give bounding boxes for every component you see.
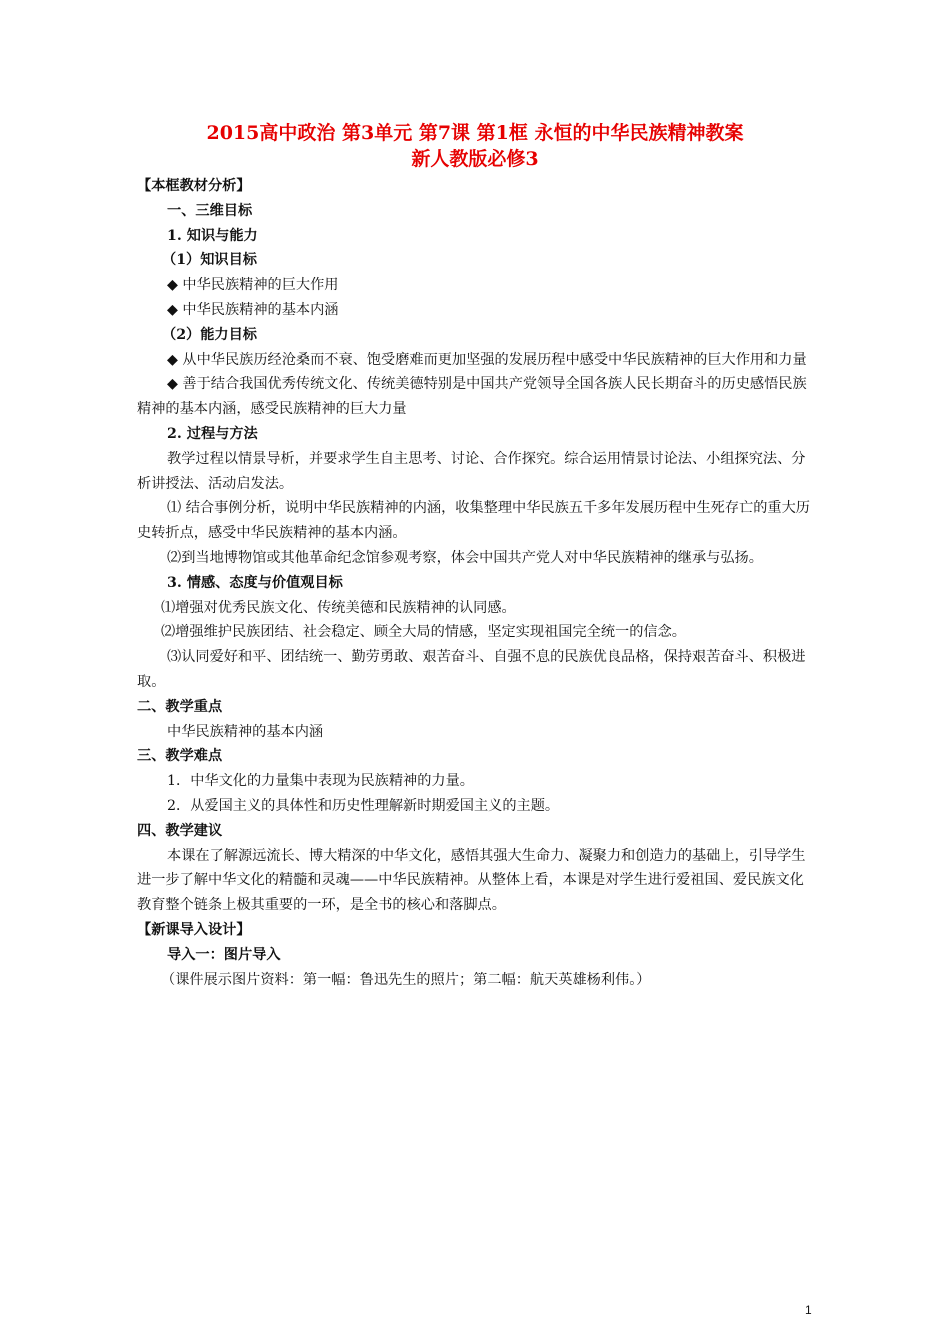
heading-three-goals: 一、三维目标: [167, 202, 253, 219]
heading-process-method: 2. 过程与方法: [167, 425, 258, 442]
document-title-line2: 新人教版必修3: [411, 148, 539, 170]
bullet-paragraph: ◆ 从中华民族历经沧桑而不衰、饱受磨难而更加坚强的发展历程中感受中华民族精神的巨大作用和力量: [167, 351, 807, 368]
paragraph: 中华民族精神的基本内涵: [167, 723, 324, 740]
list-item: ⑴增强对优秀民族文化、传统美德和民族精神的认同感。: [161, 599, 516, 616]
heading-knowledge-goal: （1）知识目标: [162, 252, 257, 269]
paragraph: ⑴ 结合事例分析，说明中华民族精神的内涵，收集整理中华民族五千多年发展历程中生死存亡的重大历史转折点，感受中华民族精神的基本内涵。: [137, 500, 810, 542]
page-number: 1: [805, 1303, 812, 1317]
paragraph: ⑶认同爱好和平、团结统一、勤劳勇敢、艰苦奋斗、自强不息的民族优良品格，保持艰苦奋斗、积极进取。: [137, 649, 806, 690]
heading-ability-goal: （2）能力目标: [162, 326, 257, 343]
bullet-paragraph: ◆ 善于结合我国优秀传统文化、传统美德特别是中国共产党领导全国各族人民长期奋斗的历史感悟民族精神的基本内涵，感受民族精神的巨大力量: [137, 376, 807, 418]
list-item: ⑵增强维护民族团结、社会稳定、顾全大局的情感，坚定实现祖国完全统一的信念。: [161, 624, 686, 641]
paragraph: 教学过程以情景导析，并要求学生自主思考、讨论、合作探究。综合运用情景讨论法、小组探究法、分析讲授法、活动启发法。: [137, 450, 806, 492]
section-heading-intro-design: 【新课导入设计】: [137, 921, 251, 938]
document-body: [137, 174, 815, 992]
section-heading-difficulties: 三、教学难点: [137, 748, 223, 765]
paragraph: 本课在了解源远流长、博大精深的中华文化，感悟其强大生命力、凝聚力和创造力的基础上，引导学生进一步了解中华文化的精髓和灵魂——中华民族精神。从整体上看，本课是对学生进行爱祖国、爱民族文化教育整个链条上极其重要的一环，是全书的核心和落脚点。: [137, 847, 806, 914]
list-item: 1．中华文化的力量集中表现为民族精神的力量。: [167, 773, 474, 790]
section-heading-key-points: 二、教学重点: [137, 698, 223, 715]
section-heading-analysis: 【本框教材分析】: [137, 178, 251, 194]
document-title-line1: 2015高中政治 第3单元 第7课 第1框 永恒的中华民族精神教案: [206, 122, 744, 144]
bullet-item: ◆ 中华民族精神的巨大作用: [167, 277, 339, 294]
paragraph: ⑵到当地博物馆或其他革命纪念馆参观考察，体会中国共产党人对中华民族精神的继承与弘扬。: [167, 549, 763, 566]
list-item: 2．从爱国主义的具体性和历史性理解新时期爱国主义的主题。: [167, 797, 560, 814]
paragraph: （课件展示图片资料：第一幅：鲁迅先生的照片；第二幅：航天英雄杨利伟。）: [161, 971, 651, 988]
heading-knowledge-ability: 1. 知识与能力: [167, 227, 258, 244]
heading-intro-one: 导入一：图片导入: [167, 946, 281, 963]
heading-emotion-values: 3. 情感、态度与价值观目标: [167, 574, 343, 591]
bullet-item: ◆ 中华民族精神的基本内涵: [167, 301, 339, 318]
section-heading-suggestions: 四、教学建议: [137, 822, 223, 839]
